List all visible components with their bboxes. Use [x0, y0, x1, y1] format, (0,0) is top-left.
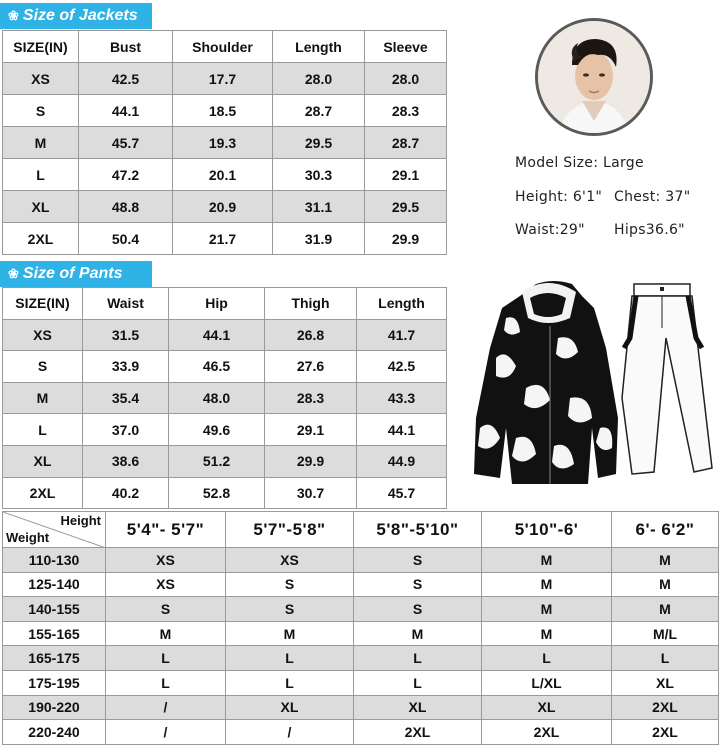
- table-cell: M: [3, 382, 83, 414]
- table-cell: XL: [612, 670, 719, 695]
- height-weight-corner: [3, 512, 106, 548]
- table-cell: L: [482, 646, 612, 671]
- table-cell: L: [106, 670, 226, 695]
- table-row: [3, 548, 719, 573]
- table-row: [3, 159, 447, 191]
- jacket-size-table: [2, 30, 447, 255]
- table-cell: /: [106, 695, 226, 720]
- table-cell: 2XL: [612, 695, 719, 720]
- table-cell: 2XL: [3, 223, 79, 255]
- table-cell: XS: [106, 572, 226, 597]
- flower-icon: ❀: [8, 8, 19, 23]
- table-cell: 125-140: [3, 572, 106, 597]
- height-column-header: 6'- 6'2": [612, 512, 719, 548]
- column-header: Waist: [83, 288, 169, 320]
- table-cell: 2XL: [482, 720, 612, 745]
- table-cell: 29.1: [365, 159, 447, 191]
- table-cell: XL: [3, 445, 83, 477]
- table-cell: 42.5: [357, 351, 447, 383]
- table-cell: 140-155: [3, 597, 106, 622]
- jackets-banner: [0, 3, 152, 29]
- table-cell: M: [482, 621, 612, 646]
- column-header: Thigh: [265, 288, 357, 320]
- table-row: [3, 695, 719, 720]
- table-cell: XS: [226, 548, 354, 573]
- table-row: [3, 414, 447, 446]
- table-cell: 20.1: [173, 159, 273, 191]
- table-row: [3, 382, 447, 414]
- weight-label: Weight: [6, 530, 50, 545]
- table-cell: M: [612, 597, 719, 622]
- column-header: Hip: [169, 288, 265, 320]
- table-cell: S: [106, 597, 226, 622]
- table-cell: XL: [3, 191, 79, 223]
- table-cell: 31.1: [273, 191, 365, 223]
- table-cell: 26.8: [265, 319, 357, 351]
- table-row: [3, 597, 719, 622]
- table-cell: L: [354, 670, 482, 695]
- table-cell: 29.1: [265, 414, 357, 446]
- table-row: [3, 223, 447, 255]
- table-cell: 30.7: [265, 477, 357, 509]
- pants-header-row: [3, 288, 447, 320]
- table-cell: S: [354, 572, 482, 597]
- table-cell: M: [612, 548, 719, 573]
- table-cell: 28.3: [365, 95, 447, 127]
- table-cell: M: [226, 621, 354, 646]
- table-cell: 47.2: [79, 159, 173, 191]
- jackets-header-row: [3, 31, 447, 63]
- table-row: [3, 191, 447, 223]
- table-row: [3, 572, 719, 597]
- table-cell: /: [226, 720, 354, 745]
- table-cell: 44.1: [79, 95, 173, 127]
- table-cell: L: [106, 646, 226, 671]
- table-cell: S: [354, 548, 482, 573]
- table-cell: 52.8: [169, 477, 265, 509]
- table-row: [3, 477, 447, 509]
- table-cell: 43.3: [357, 382, 447, 414]
- pants-banner: [0, 261, 152, 287]
- model-waist: Waist:29": [515, 222, 585, 238]
- height-column-header: 5'4"- 5'7": [106, 512, 226, 548]
- table-cell: 18.5: [173, 95, 273, 127]
- table-cell: 175-195: [3, 670, 106, 695]
- table-cell: S: [226, 597, 354, 622]
- table-cell: 50.4: [79, 223, 173, 255]
- jacket-illustration: [466, 278, 720, 492]
- table-cell: XL: [354, 695, 482, 720]
- model-portrait: [535, 18, 653, 136]
- pants-title: Size of Pants: [22, 265, 123, 282]
- height-column-header: 5'10"-6': [482, 512, 612, 548]
- column-header: Length: [273, 31, 365, 63]
- table-cell: M: [482, 572, 612, 597]
- table-cell: 41.7: [357, 319, 447, 351]
- jackets-title: Size of Jackets: [22, 7, 138, 24]
- table-row: [3, 127, 447, 159]
- table-cell: 35.4: [83, 382, 169, 414]
- model-chest: Chest: 37": [614, 189, 691, 205]
- table-cell: 38.6: [83, 445, 169, 477]
- table-cell: 19.3: [173, 127, 273, 159]
- flower-icon: ❀: [8, 266, 19, 281]
- pants-table-body: [3, 288, 447, 509]
- table-cell: L: [3, 159, 79, 191]
- table-cell: 155-165: [3, 621, 106, 646]
- table-cell: 31.9: [273, 223, 365, 255]
- table-cell: 31.5: [83, 319, 169, 351]
- table-row: [3, 63, 447, 95]
- column-header: Bust: [79, 31, 173, 63]
- table-cell: 28.7: [273, 95, 365, 127]
- table-cell: XL: [482, 695, 612, 720]
- table-cell: 17.7: [173, 63, 273, 95]
- table-cell: 45.7: [79, 127, 173, 159]
- table-row: [3, 95, 447, 127]
- pants-illustration: [622, 284, 712, 474]
- height-column-header: 5'8"-5'10": [354, 512, 482, 548]
- table-cell: M: [106, 621, 226, 646]
- pants-size-table: [2, 287, 447, 509]
- table-cell: /: [106, 720, 226, 745]
- model-size: Model Size: Large: [515, 155, 644, 171]
- table-cell: 30.3: [273, 159, 365, 191]
- table-cell: 29.9: [265, 445, 357, 477]
- table-row: [3, 351, 447, 383]
- table-cell: 46.5: [169, 351, 265, 383]
- height-column-header: 5'7"-5'8": [226, 512, 354, 548]
- model-hips: Hips36.6": [614, 222, 685, 238]
- table-cell: 190-220: [3, 695, 106, 720]
- table-cell: M: [354, 621, 482, 646]
- table-cell: 2XL: [3, 477, 83, 509]
- height-weight-size-table: [2, 511, 719, 745]
- table-cell: 44.9: [357, 445, 447, 477]
- table-cell: M: [3, 127, 79, 159]
- column-header: SIZE(IN): [3, 288, 83, 320]
- table-cell: L: [612, 646, 719, 671]
- table-cell: 40.2: [83, 477, 169, 509]
- table-cell: L: [226, 670, 354, 695]
- column-header: Shoulder: [173, 31, 273, 63]
- table-cell: S: [354, 597, 482, 622]
- table-cell: 29.5: [365, 191, 447, 223]
- table-cell: M: [612, 572, 719, 597]
- table-cell: 49.6: [169, 414, 265, 446]
- table-cell: S: [226, 572, 354, 597]
- table-cell: 28.0: [365, 63, 447, 95]
- table-cell: 29.9: [365, 223, 447, 255]
- table-cell: M: [482, 548, 612, 573]
- table-cell: 28.3: [265, 382, 357, 414]
- table-cell: 2XL: [354, 720, 482, 745]
- table-cell: 28.7: [365, 127, 447, 159]
- jacket-table-body: [3, 31, 447, 255]
- table-row: [3, 646, 719, 671]
- table-cell: 2XL: [612, 720, 719, 745]
- size-chart-body: [3, 548, 719, 745]
- table-cell: 21.7: [173, 223, 273, 255]
- table-cell: XS: [106, 548, 226, 573]
- table-cell: L/XL: [482, 670, 612, 695]
- table-cell: 44.1: [169, 319, 265, 351]
- table-row: [3, 621, 719, 646]
- table-cell: M/L: [612, 621, 719, 646]
- table-cell: XS: [3, 319, 83, 351]
- table-cell: L: [3, 414, 83, 446]
- table-cell: 29.5: [273, 127, 365, 159]
- size-chart-header-row: [3, 512, 719, 548]
- table-row: [3, 319, 447, 351]
- table-cell: 48.8: [79, 191, 173, 223]
- table-cell: S: [3, 351, 83, 383]
- table-cell: 220-240: [3, 720, 106, 745]
- table-cell: 20.9: [173, 191, 273, 223]
- column-header: Length: [357, 288, 447, 320]
- column-header: Sleeve: [365, 31, 447, 63]
- table-row: [3, 720, 719, 745]
- column-header: SIZE(IN): [3, 31, 79, 63]
- table-cell: L: [226, 646, 354, 671]
- table-cell: XS: [3, 63, 79, 95]
- table-row: [3, 445, 447, 477]
- table-cell: 33.9: [83, 351, 169, 383]
- table-cell: 110-130: [3, 548, 106, 573]
- table-row: [3, 670, 719, 695]
- table-cell: 42.5: [79, 63, 173, 95]
- table-cell: XL: [226, 695, 354, 720]
- table-cell: 37.0: [83, 414, 169, 446]
- table-cell: 165-175: [3, 646, 106, 671]
- garment-illustration: [466, 278, 720, 492]
- table-cell: L: [354, 646, 482, 671]
- table-cell: 28.0: [273, 63, 365, 95]
- table-cell: S: [3, 95, 79, 127]
- table-cell: M: [482, 597, 612, 622]
- table-cell: 45.7: [357, 477, 447, 509]
- height-label: Height: [60, 513, 101, 528]
- table-cell: 51.2: [169, 445, 265, 477]
- table-cell: 44.1: [357, 414, 447, 446]
- model-height: Height: 6'1": [515, 189, 603, 205]
- table-cell: 48.0: [169, 382, 265, 414]
- table-cell: 27.6: [265, 351, 357, 383]
